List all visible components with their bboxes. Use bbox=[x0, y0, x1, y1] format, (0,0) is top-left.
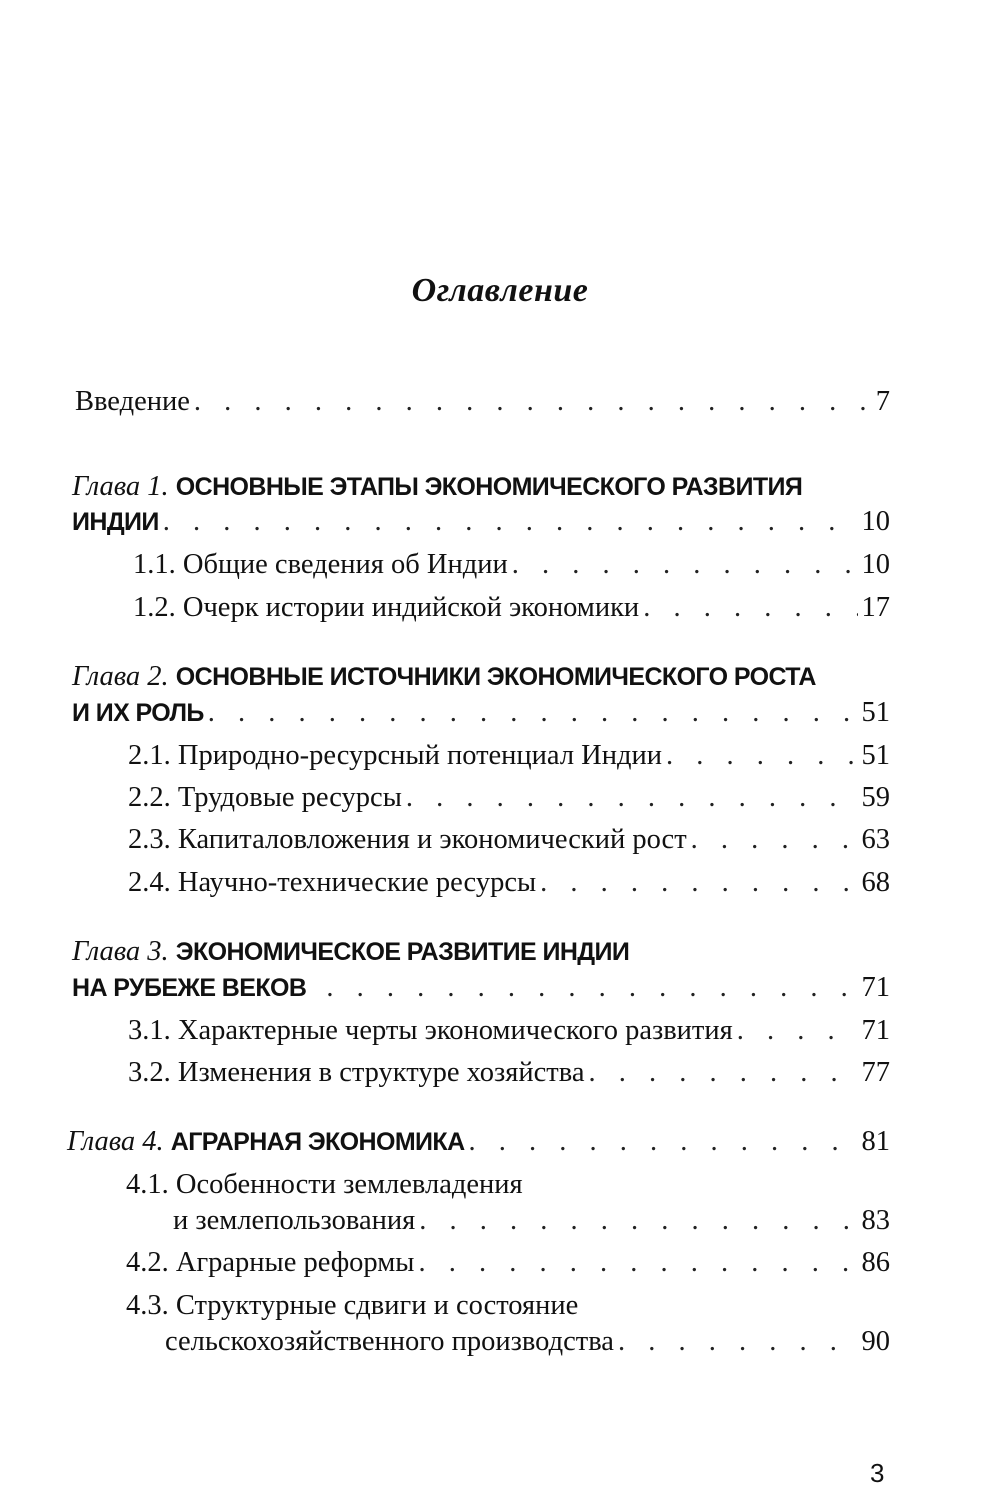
toc-page-number: 71 bbox=[861, 1015, 890, 1046]
section-title: Особенности землевладения bbox=[175, 1169, 523, 1200]
toc-entry-chapter[interactable] bbox=[72, 696, 890, 730]
section-title: Научно-технические ресурсы bbox=[177, 867, 537, 898]
section-number: 4.3. bbox=[126, 1290, 169, 1321]
section-title: Общие сведения об Индии bbox=[182, 549, 508, 580]
chapter-title: АГРАРНАЯ ЭКОНОМИКА bbox=[170, 1128, 465, 1156]
toc-entry-section[interactable] bbox=[126, 1246, 890, 1280]
toc-entry-label: Введение bbox=[75, 386, 190, 417]
chapter-prefix: Глава 4. bbox=[67, 1126, 164, 1157]
toc-entry-section[interactable] bbox=[126, 1289, 578, 1323]
toc-entry-chapter[interactable] bbox=[72, 971, 890, 1005]
toc-entry-section[interactable] bbox=[128, 823, 890, 857]
section-number: 2.2. bbox=[128, 782, 171, 813]
toc-entry-chapter[interactable] bbox=[72, 505, 890, 539]
section-number: 2.1. bbox=[128, 740, 171, 771]
toc-page-number: 10 bbox=[861, 549, 890, 580]
toc-entry-section[interactable] bbox=[133, 591, 890, 625]
toc-page-number: 86 bbox=[861, 1247, 890, 1278]
section-number: 4.1. bbox=[126, 1169, 169, 1200]
chapter-title: ОСНОВНЫЕ ИСТОЧНИКИ ЭКОНОМИЧЕСКОГО РОСТА bbox=[175, 663, 816, 691]
toc-page-number: 17 bbox=[861, 592, 890, 623]
leader-dots bbox=[512, 548, 858, 582]
toc-entry-section[interactable] bbox=[128, 781, 890, 815]
chapter-prefix: Глава 1. bbox=[72, 471, 169, 502]
section-title: Изменения в структуре хозяйства bbox=[177, 1057, 585, 1088]
toc-entry-section[interactable] bbox=[126, 1168, 523, 1202]
section-title: Характерные черты экономического развития bbox=[177, 1015, 733, 1046]
leader-dots bbox=[419, 1204, 857, 1238]
section-number: 2.4. bbox=[128, 867, 171, 898]
section-title-cont: сельскохозяйственного производства bbox=[165, 1326, 614, 1357]
leader-dots bbox=[418, 1246, 857, 1280]
leader-dots bbox=[208, 696, 858, 730]
section-title: Структурные сдвиги и состояние bbox=[175, 1290, 579, 1321]
toc-entry-section-cont[interactable] bbox=[173, 1204, 890, 1238]
chapter-title-cont: ИНДИИ bbox=[72, 508, 159, 536]
section-title: Трудовые ресурсы bbox=[177, 782, 402, 813]
section-number: 1.1. bbox=[133, 549, 176, 580]
leader-dots bbox=[469, 1125, 858, 1159]
page-title: Оглавление bbox=[411, 272, 589, 309]
toc-page-number: 51 bbox=[861, 740, 890, 771]
leader-dots bbox=[691, 823, 858, 857]
toc-page-number: 90 bbox=[861, 1326, 890, 1357]
toc-entry-section[interactable] bbox=[128, 1014, 890, 1048]
toc-entry-section-cont[interactable] bbox=[165, 1325, 890, 1359]
toc-entry-section[interactable] bbox=[128, 739, 890, 773]
section-number: 2.3. bbox=[128, 824, 171, 855]
section-number: 1.2. bbox=[133, 592, 176, 623]
leader-dots bbox=[666, 739, 857, 773]
toc-page-number: 68 bbox=[861, 867, 890, 898]
chapter-heading[interactable] bbox=[72, 470, 802, 504]
section-number: 3.1. bbox=[128, 1015, 171, 1046]
toc-entry-section[interactable] bbox=[133, 548, 890, 582]
section-title: Природно-ресурсный потенциал Индии bbox=[177, 740, 663, 771]
leader-dots bbox=[163, 505, 858, 539]
toc-page-number: 59 bbox=[861, 782, 890, 813]
toc-page-number: 7 bbox=[875, 386, 890, 417]
section-number: 4.2. bbox=[126, 1247, 169, 1278]
chapter-title-cont: НА РУБЕЖЕ ВЕКОВ bbox=[72, 974, 307, 1002]
section-title: Очерк истории индийской экономики bbox=[182, 592, 640, 623]
toc-entry-section[interactable] bbox=[128, 866, 890, 900]
toc-page-number: 71 bbox=[861, 972, 890, 1003]
section-title-cont: и землепользования bbox=[173, 1205, 416, 1236]
leader-dots bbox=[194, 385, 872, 419]
page-number: 3 bbox=[870, 1458, 885, 1488]
leader-dots bbox=[737, 1014, 858, 1048]
section-title: Аграрные реформы bbox=[175, 1247, 415, 1278]
toc-page-number: 77 bbox=[861, 1057, 890, 1088]
toc-page-number: 83 bbox=[861, 1205, 890, 1236]
toc-page-number: 51 bbox=[861, 697, 890, 728]
section-title: Капиталовложения и экономический рост bbox=[177, 824, 687, 855]
chapter-prefix: Глава 2. bbox=[72, 661, 169, 692]
leader-dots bbox=[618, 1325, 858, 1359]
toc-entry-chapter[interactable] bbox=[67, 1125, 890, 1159]
section-number: 3.2. bbox=[128, 1057, 171, 1088]
leader-dots bbox=[406, 781, 858, 815]
chapter-heading[interactable] bbox=[72, 660, 816, 694]
leader-dots bbox=[589, 1056, 858, 1090]
chapter-title: ЭКОНОМИЧЕСКОЕ РАЗВИТИЕ ИНДИИ bbox=[175, 938, 630, 966]
chapter-heading[interactable] bbox=[72, 935, 629, 969]
leader-dots bbox=[326, 971, 857, 1005]
chapter-prefix: Глава 3. bbox=[72, 936, 169, 967]
toc-page-number: 10 bbox=[861, 506, 890, 537]
chapter-title: ОСНОВНЫЕ ЭТАПЫ ЭКОНОМИЧЕСКОГО РАЗВИТИЯ bbox=[175, 473, 803, 501]
chapter-title-cont: И ИХ РОЛЬ bbox=[72, 699, 204, 727]
toc-page-number: 63 bbox=[861, 824, 890, 855]
toc-entry-intro[interactable] bbox=[75, 385, 890, 419]
leader-dots bbox=[540, 866, 857, 900]
leader-dots bbox=[643, 591, 857, 625]
toc-page-number: 81 bbox=[861, 1126, 890, 1157]
toc-entry-section[interactable] bbox=[128, 1056, 890, 1090]
